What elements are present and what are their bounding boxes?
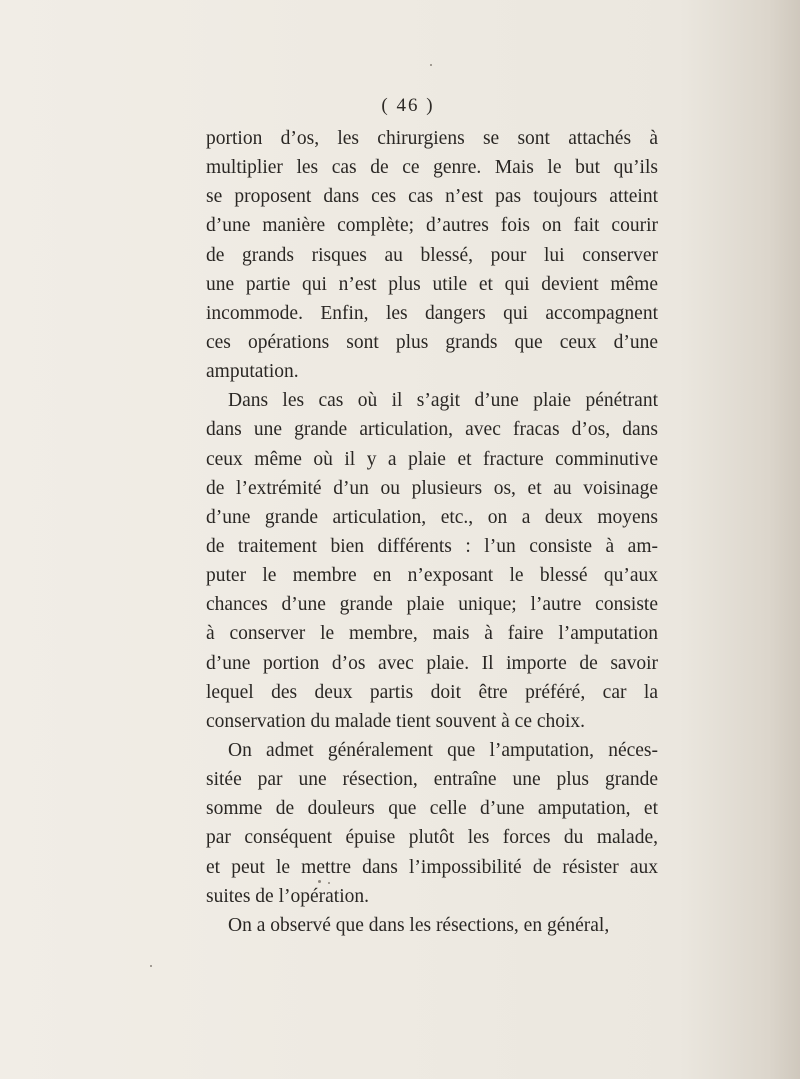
paper-speck xyxy=(150,965,152,967)
text-line: par conséquent épuise plutôt les forces du malade, xyxy=(206,827,658,849)
text-line: d’une portion d’os avec plaie. Il importe de savoir xyxy=(206,652,658,674)
text-line: dans une grande articulation, avec fracas d’os, dans xyxy=(206,419,658,441)
text-line: d’une grande articulation, etc., on a deux moyens xyxy=(206,506,658,528)
paper-speck xyxy=(328,882,330,884)
text-line: chances d’une grande plaie unique; l’autre consiste xyxy=(206,594,658,616)
paper-speck xyxy=(430,64,432,66)
body-text xyxy=(206,124,658,940)
text-line: à conserver le membre, mais à faire l’amputation xyxy=(206,623,658,645)
text-line: ceux même où il y a plaie et fracture comminutive xyxy=(206,448,658,470)
text-line: On a observé que dans les résections, en général, xyxy=(228,914,610,936)
text-line: suites de l’opération. xyxy=(206,885,369,907)
text-line: se proposent dans ces cas n’est pas toujours atteint xyxy=(206,186,658,208)
text-line: On admet généralement que l’amputation, néces- xyxy=(228,739,658,761)
text-line: incommode. Enfin, les dangers qui accompagnent xyxy=(206,302,658,324)
text-line: et peut le mettre dans l’impossibilité de résister aux xyxy=(206,856,658,878)
text-line: conservation du malade tient souvent à ce choix. xyxy=(206,710,586,732)
text-line: multiplier les cas de ce genre. Mais le but qu’ils xyxy=(206,157,658,179)
text-line: d’une manière complète; d’autres fois on fait courir xyxy=(206,215,658,237)
text-line: ces opérations sont plus grands que ceux d’une xyxy=(206,331,658,353)
text-line: sitée par une résection, entraîne une plus grande xyxy=(206,769,658,791)
text-line: une partie qui n’est plus utile et qui devient même xyxy=(206,273,658,295)
text-line: lequel des deux partis doit être préféré, car la xyxy=(206,681,658,703)
text-line: de traitement bien différents : l’un consiste à am- xyxy=(206,535,658,557)
text-line: somme de douleurs que celle d’une amputation, et xyxy=(206,798,658,820)
text-line: Dans les cas où il s’agit d’une plaie pénétrant xyxy=(228,390,658,412)
page-number: ( 46 ) xyxy=(381,95,435,116)
text-line: amputation. xyxy=(206,361,299,383)
paper-speck xyxy=(318,880,321,883)
text-line: de l’extrémité d’un ou plusieurs os, et au voisinage xyxy=(206,477,658,499)
text-line: puter le membre en n’exposant le blessé qu’aux xyxy=(206,565,658,587)
text-line: portion d’os, les chirurgiens se sont attachés à xyxy=(206,128,658,149)
text-line: de grands risques au blessé, pour lui conserver xyxy=(206,244,658,266)
